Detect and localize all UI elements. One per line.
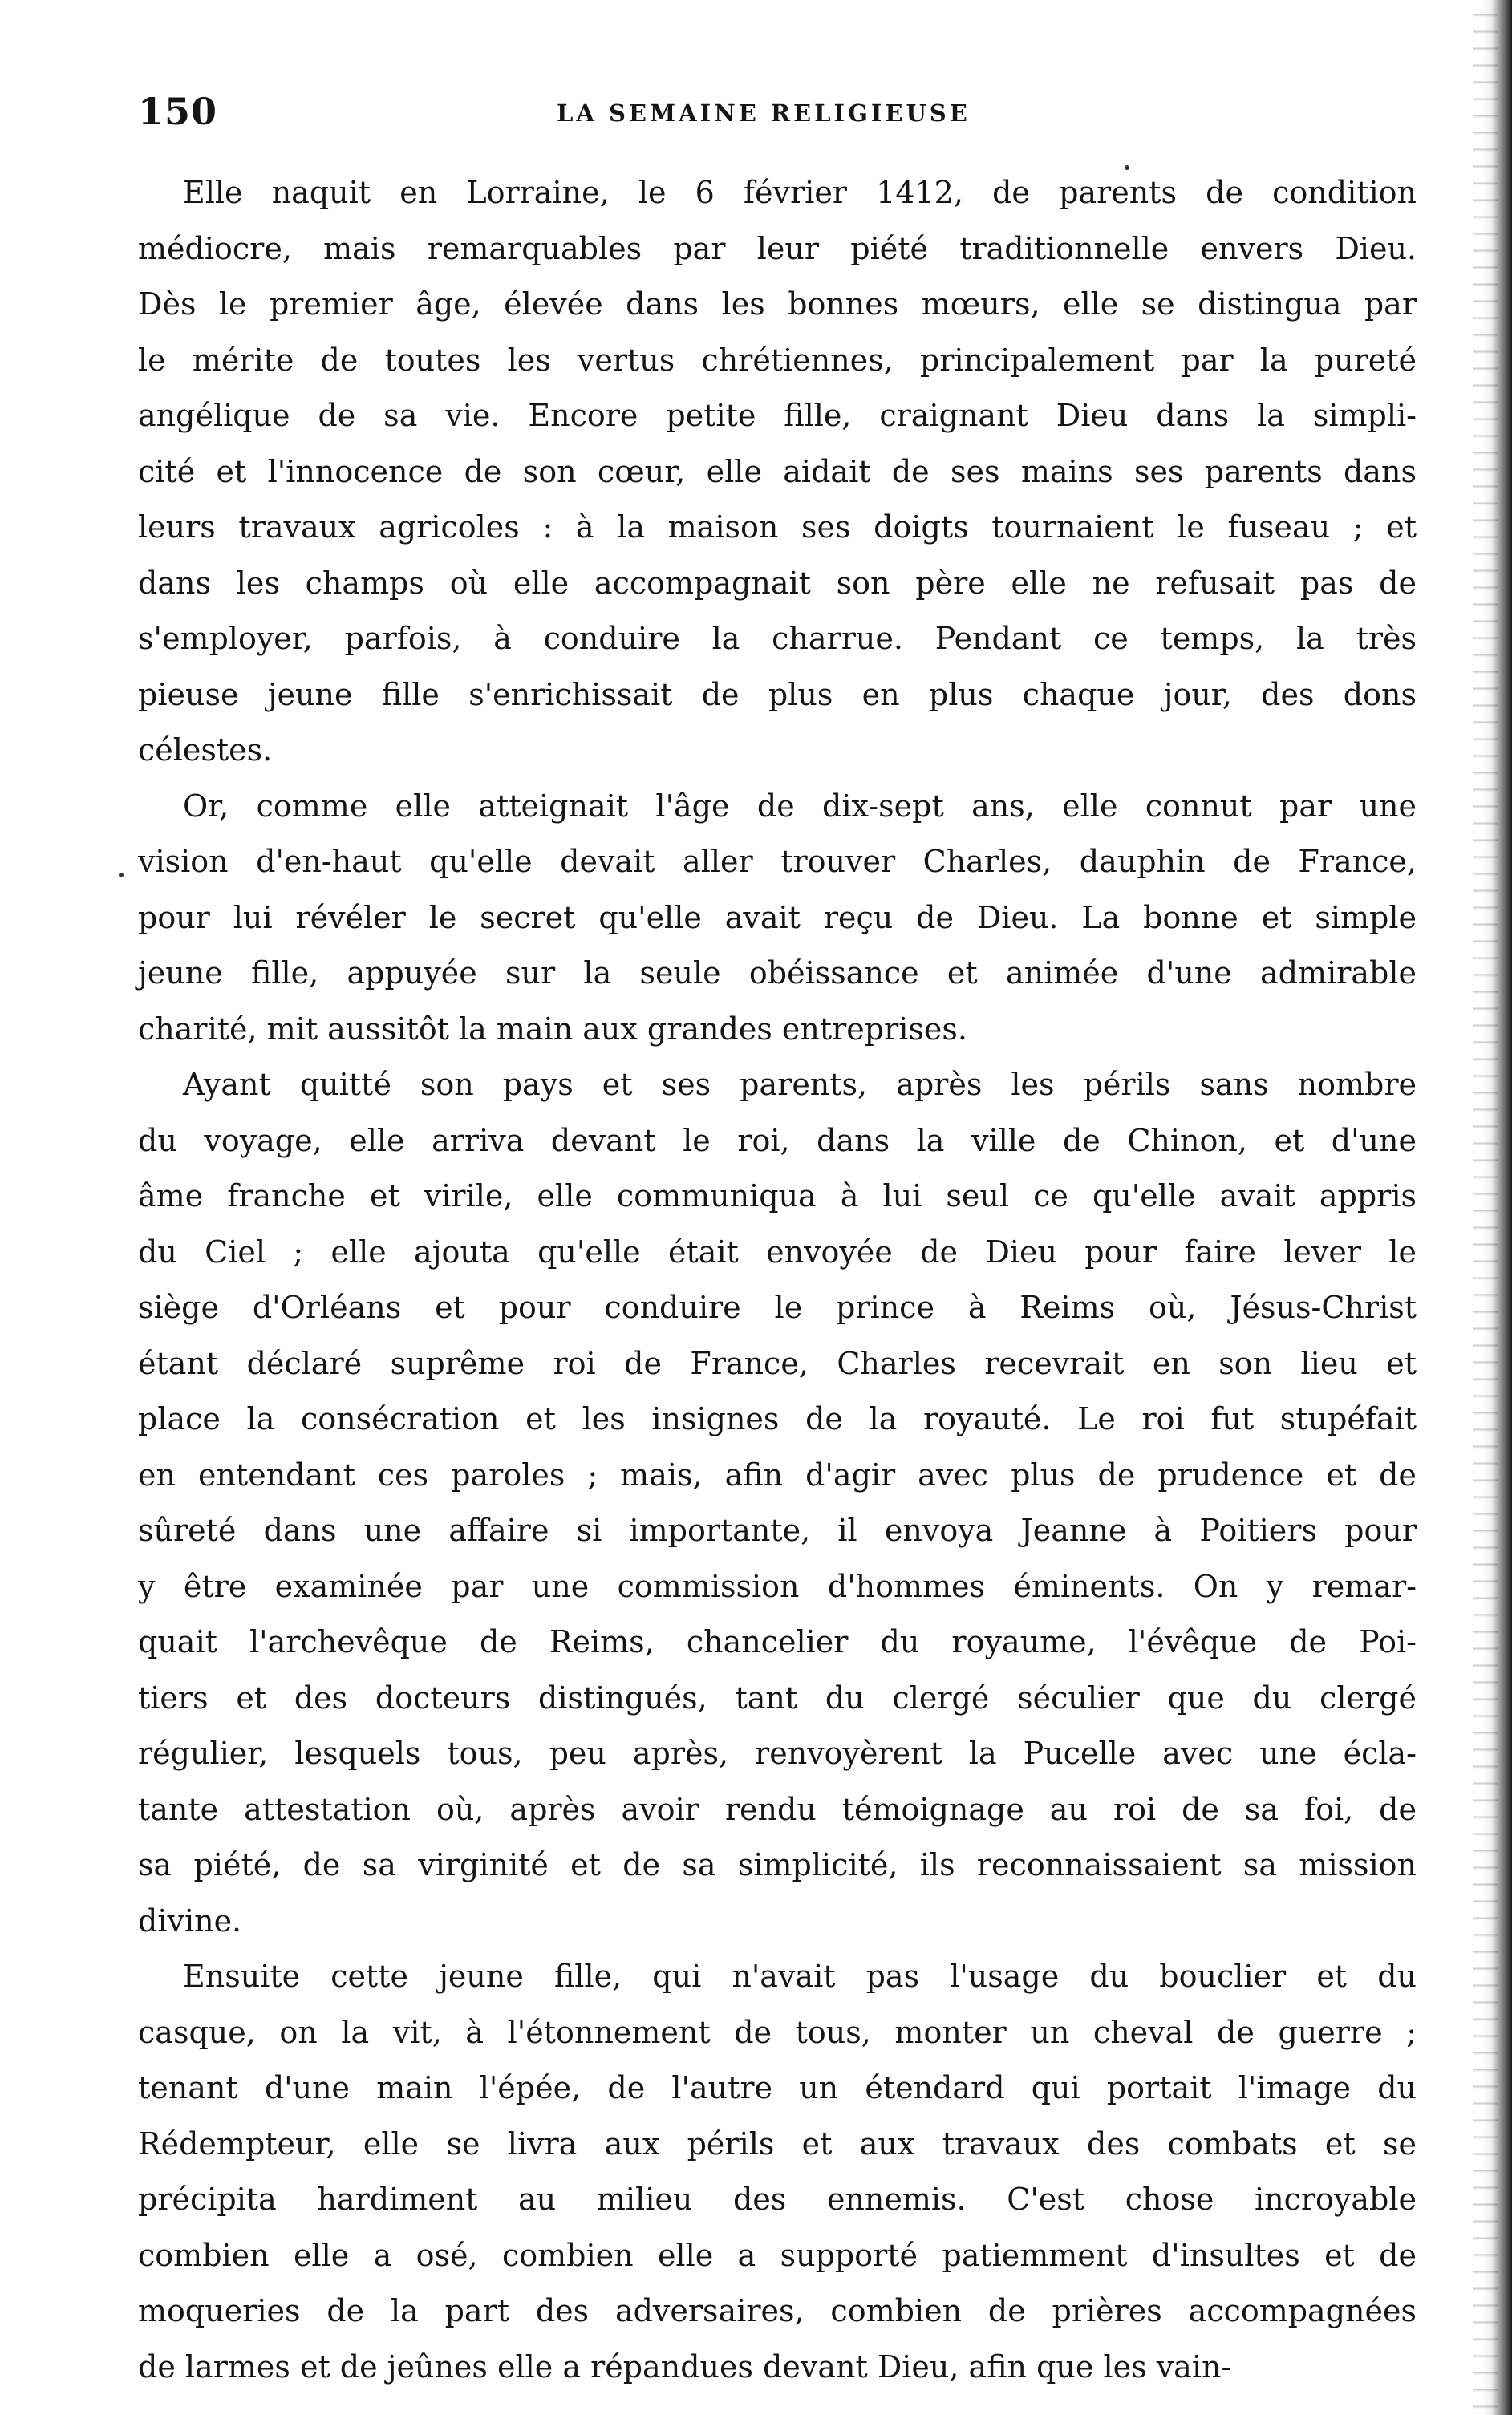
text-line: jeune fille, appuyée sur la seule obéissance et animée d'une admirable (138, 955, 1417, 991)
text-line: s'employer, parfois, à conduire la charrue. Pendant ce temps, la très (138, 621, 1417, 656)
text-line: Dès le premier âge, élevée dans les bonnes mœurs, elle se distingua par (138, 286, 1417, 322)
text-line: médiocre, mais remarquables par leur piété traditionnelle envers Dieu. (138, 230, 1417, 266)
running-head: LA SEMAINE RELIGIEUSE (557, 99, 971, 127)
text-line: divine. (138, 1902, 242, 1939)
text-line: de larmes et de jeûnes elle a répandues devant Dieu, afin que les vain- (138, 2348, 1232, 2385)
text-line: angélique de sa vie. Encore petite fille, craignant Dieu dans la simpli- (138, 398, 1417, 433)
text-line: leurs travaux agricoles : à la maison ses doigts tournaient le fuseau ; et (138, 509, 1417, 545)
text-line: charité, mit aussitôt la main aux grandes entreprises. (138, 1011, 967, 1047)
text-line: Or, comme elle atteignait l'âge de dix-sept ans, elle connut par une (183, 788, 1417, 824)
text-line: dans les champs où elle accompagnait son père elle ne refusait pas de (138, 565, 1417, 601)
ink-speck (119, 873, 124, 877)
text-line: vision d'en-haut qu'elle devait aller trouver Charles, dauphin de France, (138, 844, 1417, 879)
text-line: quait l'archevêque de Reims, chancelier du royaume, l'évêque de Poi- (138, 1624, 1417, 1659)
text-line: précipita hardiment au milieu des ennemis. C'est chose incroyable (138, 2182, 1417, 2217)
text-line: régulier, lesquels tous, peu après, renvoyèrent la Pucelle avec une écla- (138, 1736, 1417, 1771)
page-number: 150 (138, 90, 218, 133)
text-line: pour lui révéler le secret qu'elle avait reçu de Dieu. La bonne et simple (138, 899, 1417, 935)
text-line: Elle naquit en Lorraine, le 6 février 1412, de parents de condition (183, 175, 1417, 210)
text-line: sa piété, de sa virginité et de sa simplicité, ils reconnaissaient sa mission (138, 1847, 1417, 1882)
text-line: moqueries de la part des adversaires, combien de prières accompagnées (138, 2293, 1417, 2328)
text-line: en entendant ces paroles ; mais, afin d'agir avec plus de prudence et de (138, 1457, 1417, 1493)
text-line: casque, on la vit, à l'étonnement de tous, monter un cheval de guerre ; (138, 2014, 1417, 2050)
text-line: Ayant quitté son pays et ses parents, après les périls sans nombre (183, 1067, 1417, 1102)
text-line: siège d'Orléans et pour conduire le prince à Reims où, Jésus-Christ (138, 1290, 1417, 1325)
text-line: Rédempteur, elle se livra aux périls et aux travaux des combats et se (138, 2125, 1417, 2162)
scan-edge-shadow (1483, 0, 1512, 2415)
text-line: tiers et des docteurs distingués, tant du clergé séculier que du clergé (138, 1680, 1417, 1716)
text-line: du voyage, elle arriva devant le roi, dans la ville de Chinon, et d'une (138, 1122, 1417, 1158)
text-line: cité et l'innocence de son cœur, elle aidait de ses mains ses parents dans (138, 453, 1417, 489)
text-line: âme franche et virile, elle communiqua à lui seul ce qu'elle avait appris (138, 1178, 1417, 1214)
text-line: pieuse jeune fille s'enrichissait de plus en plus chaque jour, des dons (138, 676, 1417, 712)
text-line: célestes. (138, 732, 273, 768)
text-line: étant déclaré suprême roi de France, Charles recevrait en son lieu et (138, 1345, 1417, 1381)
body-text (138, 165, 1417, 2395)
text-line: tante attestation où, après avoir rendu témoignage au roi de sa foi, de (138, 1791, 1417, 1827)
text-line: place la consécration et les insignes de la royauté. Le roi fut stupéfait (138, 1401, 1417, 1436)
text-line: tenant d'une main l'épée, de l'autre un étendard qui portait l'image du (138, 2070, 1417, 2105)
text-line: sûreté dans une affaire si importante, il envoya Jeanne à Poitiers pour (138, 1513, 1417, 1548)
text-line: combien elle a osé, combien elle a supporté patiemment d'insultes et de (138, 2237, 1417, 2273)
text-line: Ensuite cette jeune fille, qui n'avait pas l'usage du bouclier et du (183, 1959, 1417, 1994)
text-line: y être examinée par une commission d'hommes éminents. On y remar- (138, 1568, 1417, 1604)
text-line: le mérite de toutes les vertus chrétiennes, principalement par la pureté (138, 342, 1417, 378)
page-header (138, 90, 1389, 138)
text-line: du Ciel ; elle ajouta qu'elle était envoyée de Dieu pour faire lever le (138, 1234, 1417, 1270)
